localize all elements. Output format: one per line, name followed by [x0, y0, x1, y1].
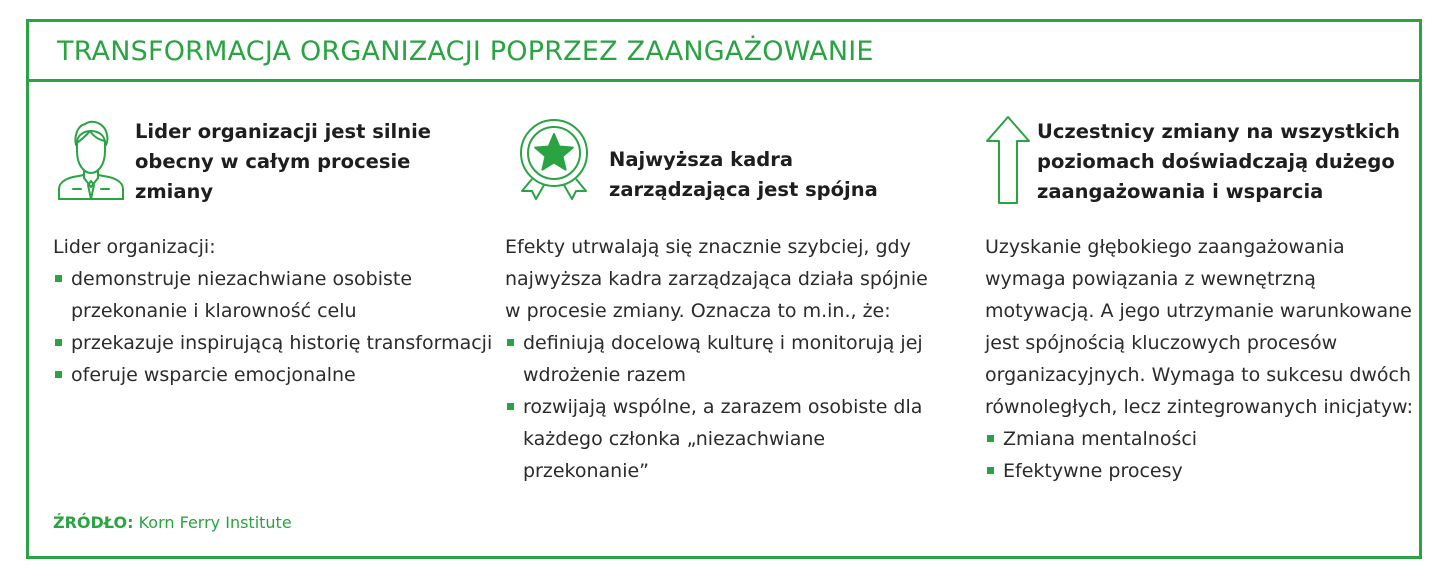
column-leader-intro: Lider organizacji:	[53, 236, 216, 258]
column-leader-bullets	[53, 263, 493, 391]
column-participants-intro: Uzyskanie głębokiego zaangażowania wymaga powiązania z wewnętrzną motywacją. A jego utrzymanie warunkowane jest spójnością kluczowych procesów organizacyjnych. Wymaga to sukcesu dwóch równoległych, lecz zintegrowanych inicjatyw:	[985, 236, 1413, 418]
source-note	[53, 513, 292, 532]
column-participants-bullets	[985, 423, 1425, 487]
source-label: ŹRÓDŁO:	[53, 513, 134, 532]
column-participants-body	[985, 231, 1425, 487]
list-item: demonstruje niezachwiane osobiste przekonanie i klarowność celu	[53, 263, 493, 327]
column-management-body	[505, 231, 945, 487]
infographic-frame	[26, 19, 1422, 559]
star-badge-icon	[513, 117, 595, 201]
list-item: rozwijają wspólne, a zarazem osobiste dla każdego członka „niezachwiane przekonanie”	[505, 391, 945, 487]
list-item: przekazuje inspirującą historię transformacji	[53, 327, 493, 359]
list-item: oferuje wsparcie emocjonalne	[53, 359, 493, 391]
list-item: Efektywne procesy	[985, 455, 1425, 487]
page-title: TRANSFORMACJA ORGANIZACJI POPRZEZ ZAANGAŻOWANIE	[57, 36, 874, 67]
list-item: definiują docelową kulturę i monitorują jej wdrożenie razem	[505, 327, 945, 391]
column-participants-heading: Uczestnicy zmiany na wszystkich poziomach doświadczają dużego zaangażowania i wsparcia	[1037, 120, 1400, 203]
column-leader-body	[53, 231, 493, 391]
list-item: Zmiana mentalności	[985, 423, 1425, 455]
column-leader-heading: Lider organizacji jest silnie obecny w całym procesie zmiany	[135, 120, 432, 203]
column-management-heading: Najwyższa kadra zarządzająca jest spójna	[609, 148, 878, 201]
title-bar	[29, 22, 1419, 82]
arrow-up-icon	[985, 115, 1031, 205]
column-management-bullets	[505, 327, 945, 487]
leader-person-icon	[57, 117, 125, 201]
column-management-intro: Efekty utrwalają się znacznie szybciej, gdy najwyższa kadra zarządzająca działa spójnie w procesie zmiany. Oznacza to m.in., że:	[505, 236, 928, 322]
source-text: Korn Ferry Institute	[138, 513, 292, 532]
